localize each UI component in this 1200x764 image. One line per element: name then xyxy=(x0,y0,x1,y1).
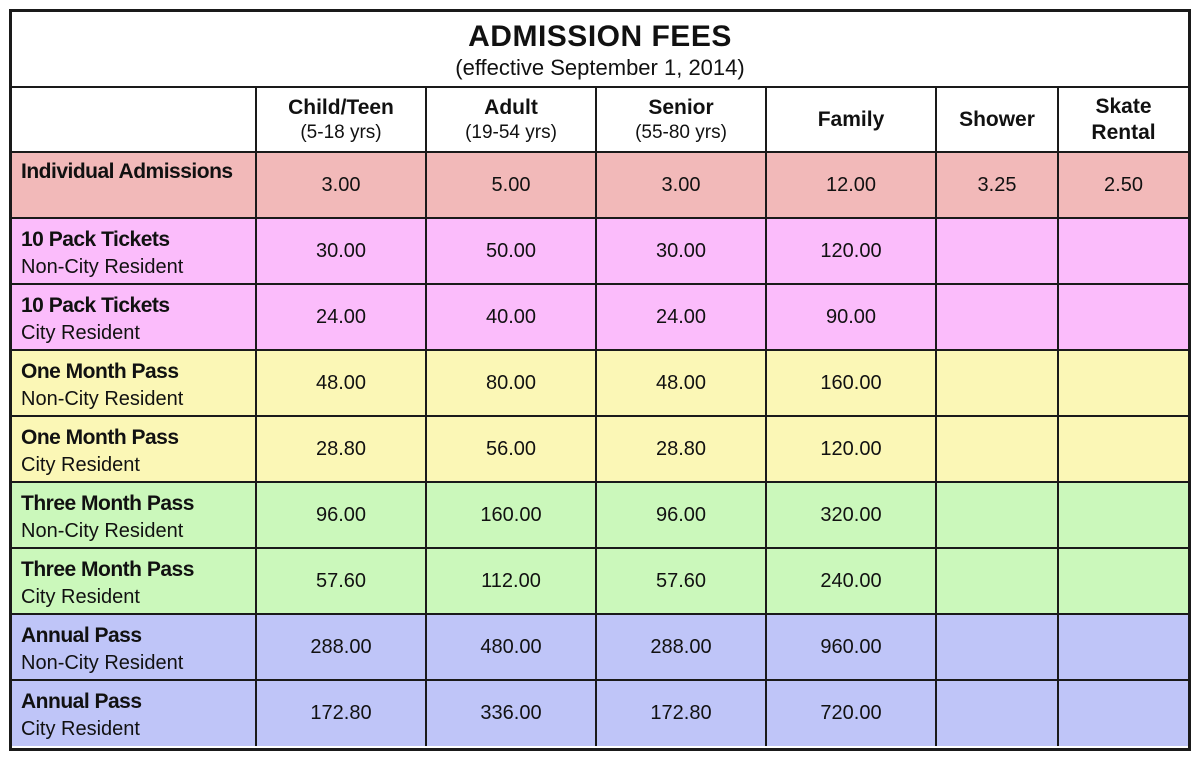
fee-cell xyxy=(936,284,1058,350)
fee-cell: 960.00 xyxy=(766,614,936,680)
row-label-cell xyxy=(12,614,256,680)
fee-cell: 48.00 xyxy=(596,350,766,416)
fee-cell: 28.80 xyxy=(596,416,766,482)
fee-cell: 30.00 xyxy=(596,218,766,284)
row-label-cell xyxy=(12,482,256,548)
fee-cell: 28.80 xyxy=(256,416,426,482)
row-label: One Month Pass xyxy=(21,360,179,383)
row-label: Annual Pass xyxy=(21,690,142,713)
row-label: One Month Pass xyxy=(21,426,179,449)
fee-table-frame xyxy=(9,9,1191,751)
fee-cell: 80.00 xyxy=(426,350,596,416)
title-block xyxy=(12,12,1188,88)
fee-cell: 57.60 xyxy=(256,548,426,614)
fee-cell xyxy=(936,350,1058,416)
header-adult xyxy=(426,88,596,152)
header-row xyxy=(12,88,1188,152)
row-label: 10 Pack Tickets xyxy=(21,228,170,251)
table-row xyxy=(12,218,1188,284)
fee-cell: 90.00 xyxy=(766,284,936,350)
column-sublabel: (19-54 yrs) xyxy=(465,121,557,143)
row-sublabel: City Resident xyxy=(21,322,140,344)
header-skate-rental xyxy=(1058,88,1188,152)
column-label: Adult xyxy=(484,95,538,119)
fee-cell xyxy=(1058,350,1188,416)
fee-cell: 160.00 xyxy=(766,350,936,416)
column-label: Shower xyxy=(959,107,1035,131)
fee-cell: 3.00 xyxy=(596,152,766,218)
header-family xyxy=(766,88,936,152)
row-sublabel: Non-City Resident xyxy=(21,652,184,674)
page-subtitle: (effective September 1, 2014) xyxy=(455,55,745,80)
table-row xyxy=(12,284,1188,350)
fee-cell: 24.00 xyxy=(596,284,766,350)
fee-cell: 288.00 xyxy=(596,614,766,680)
fee-cell: 3.25 xyxy=(936,152,1058,218)
page-title: ADMISSION FEES xyxy=(468,20,732,53)
column-sublabel: (5-18 yrs) xyxy=(300,121,382,143)
header-corner xyxy=(12,88,256,152)
fee-cell xyxy=(1058,680,1188,746)
row-sublabel: City Resident xyxy=(21,586,140,608)
table-row xyxy=(12,350,1188,416)
fee-cell xyxy=(936,218,1058,284)
row-label-cell xyxy=(12,548,256,614)
fee-cell: 48.00 xyxy=(256,350,426,416)
fee-cell: 320.00 xyxy=(766,482,936,548)
column-sublabel: (55-80 yrs) xyxy=(635,121,727,143)
fee-cell: 12.00 xyxy=(766,152,936,218)
fee-table xyxy=(12,88,1188,746)
fee-cell xyxy=(936,680,1058,746)
fee-cell: 720.00 xyxy=(766,680,936,746)
row-label-cell xyxy=(12,218,256,284)
row-label: Three Month Pass xyxy=(21,558,194,581)
fee-cell xyxy=(1058,482,1188,548)
fee-cell: 40.00 xyxy=(426,284,596,350)
fee-cell xyxy=(1058,416,1188,482)
fee-cell: 96.00 xyxy=(256,482,426,548)
row-label: Three Month Pass xyxy=(21,492,194,515)
fee-cell: 3.00 xyxy=(256,152,426,218)
table-row xyxy=(12,614,1188,680)
fee-cell xyxy=(1058,218,1188,284)
fee-cell xyxy=(1058,548,1188,614)
fee-cell: 56.00 xyxy=(426,416,596,482)
column-label-line2: Rental xyxy=(1091,120,1156,144)
table-row xyxy=(12,548,1188,614)
fee-cell: 120.00 xyxy=(766,218,936,284)
header-shower xyxy=(936,88,1058,152)
fee-cell: 30.00 xyxy=(256,218,426,284)
fee-cell: 57.60 xyxy=(596,548,766,614)
fee-cell: 24.00 xyxy=(256,284,426,350)
column-label: Skate xyxy=(1095,94,1152,118)
fee-cell: 96.00 xyxy=(596,482,766,548)
fee-cell: 240.00 xyxy=(766,548,936,614)
header-senior xyxy=(596,88,766,152)
fee-cell: 2.50 xyxy=(1058,152,1188,218)
row-sublabel: Non-City Resident xyxy=(21,388,184,410)
column-label: Family xyxy=(817,107,885,131)
row-label-cell xyxy=(12,152,256,218)
fee-cell: 336.00 xyxy=(426,680,596,746)
fee-cell: 172.80 xyxy=(596,680,766,746)
row-sublabel: City Resident xyxy=(21,454,140,476)
fee-cell: 172.80 xyxy=(256,680,426,746)
row-label: Individual Admissions xyxy=(21,160,233,183)
row-label: Annual Pass xyxy=(21,624,142,647)
column-label: Child/Teen xyxy=(288,95,394,119)
fee-cell: 5.00 xyxy=(426,152,596,218)
table-row xyxy=(12,416,1188,482)
fee-cell xyxy=(1058,614,1188,680)
table-row xyxy=(12,680,1188,746)
row-sublabel: Non-City Resident xyxy=(21,520,184,542)
fee-cell xyxy=(936,416,1058,482)
header-child-teen xyxy=(256,88,426,152)
fee-cell: 288.00 xyxy=(256,614,426,680)
row-sublabel: City Resident xyxy=(21,718,140,740)
fee-cell: 120.00 xyxy=(766,416,936,482)
fee-cell: 50.00 xyxy=(426,218,596,284)
fee-cell: 160.00 xyxy=(426,482,596,548)
row-sublabel: Non-City Resident xyxy=(21,256,184,278)
row-label-cell xyxy=(12,680,256,746)
fee-cell xyxy=(1058,284,1188,350)
table-row xyxy=(12,482,1188,548)
row-label-cell xyxy=(12,416,256,482)
table-row xyxy=(12,152,1188,218)
row-label-cell xyxy=(12,350,256,416)
fee-cell: 480.00 xyxy=(426,614,596,680)
fee-cell: 112.00 xyxy=(426,548,596,614)
fee-cell xyxy=(936,614,1058,680)
fee-cell xyxy=(936,482,1058,548)
fee-cell xyxy=(936,548,1058,614)
column-label: Senior xyxy=(648,95,714,119)
row-label-cell xyxy=(12,284,256,350)
row-label: 10 Pack Tickets xyxy=(21,294,170,317)
